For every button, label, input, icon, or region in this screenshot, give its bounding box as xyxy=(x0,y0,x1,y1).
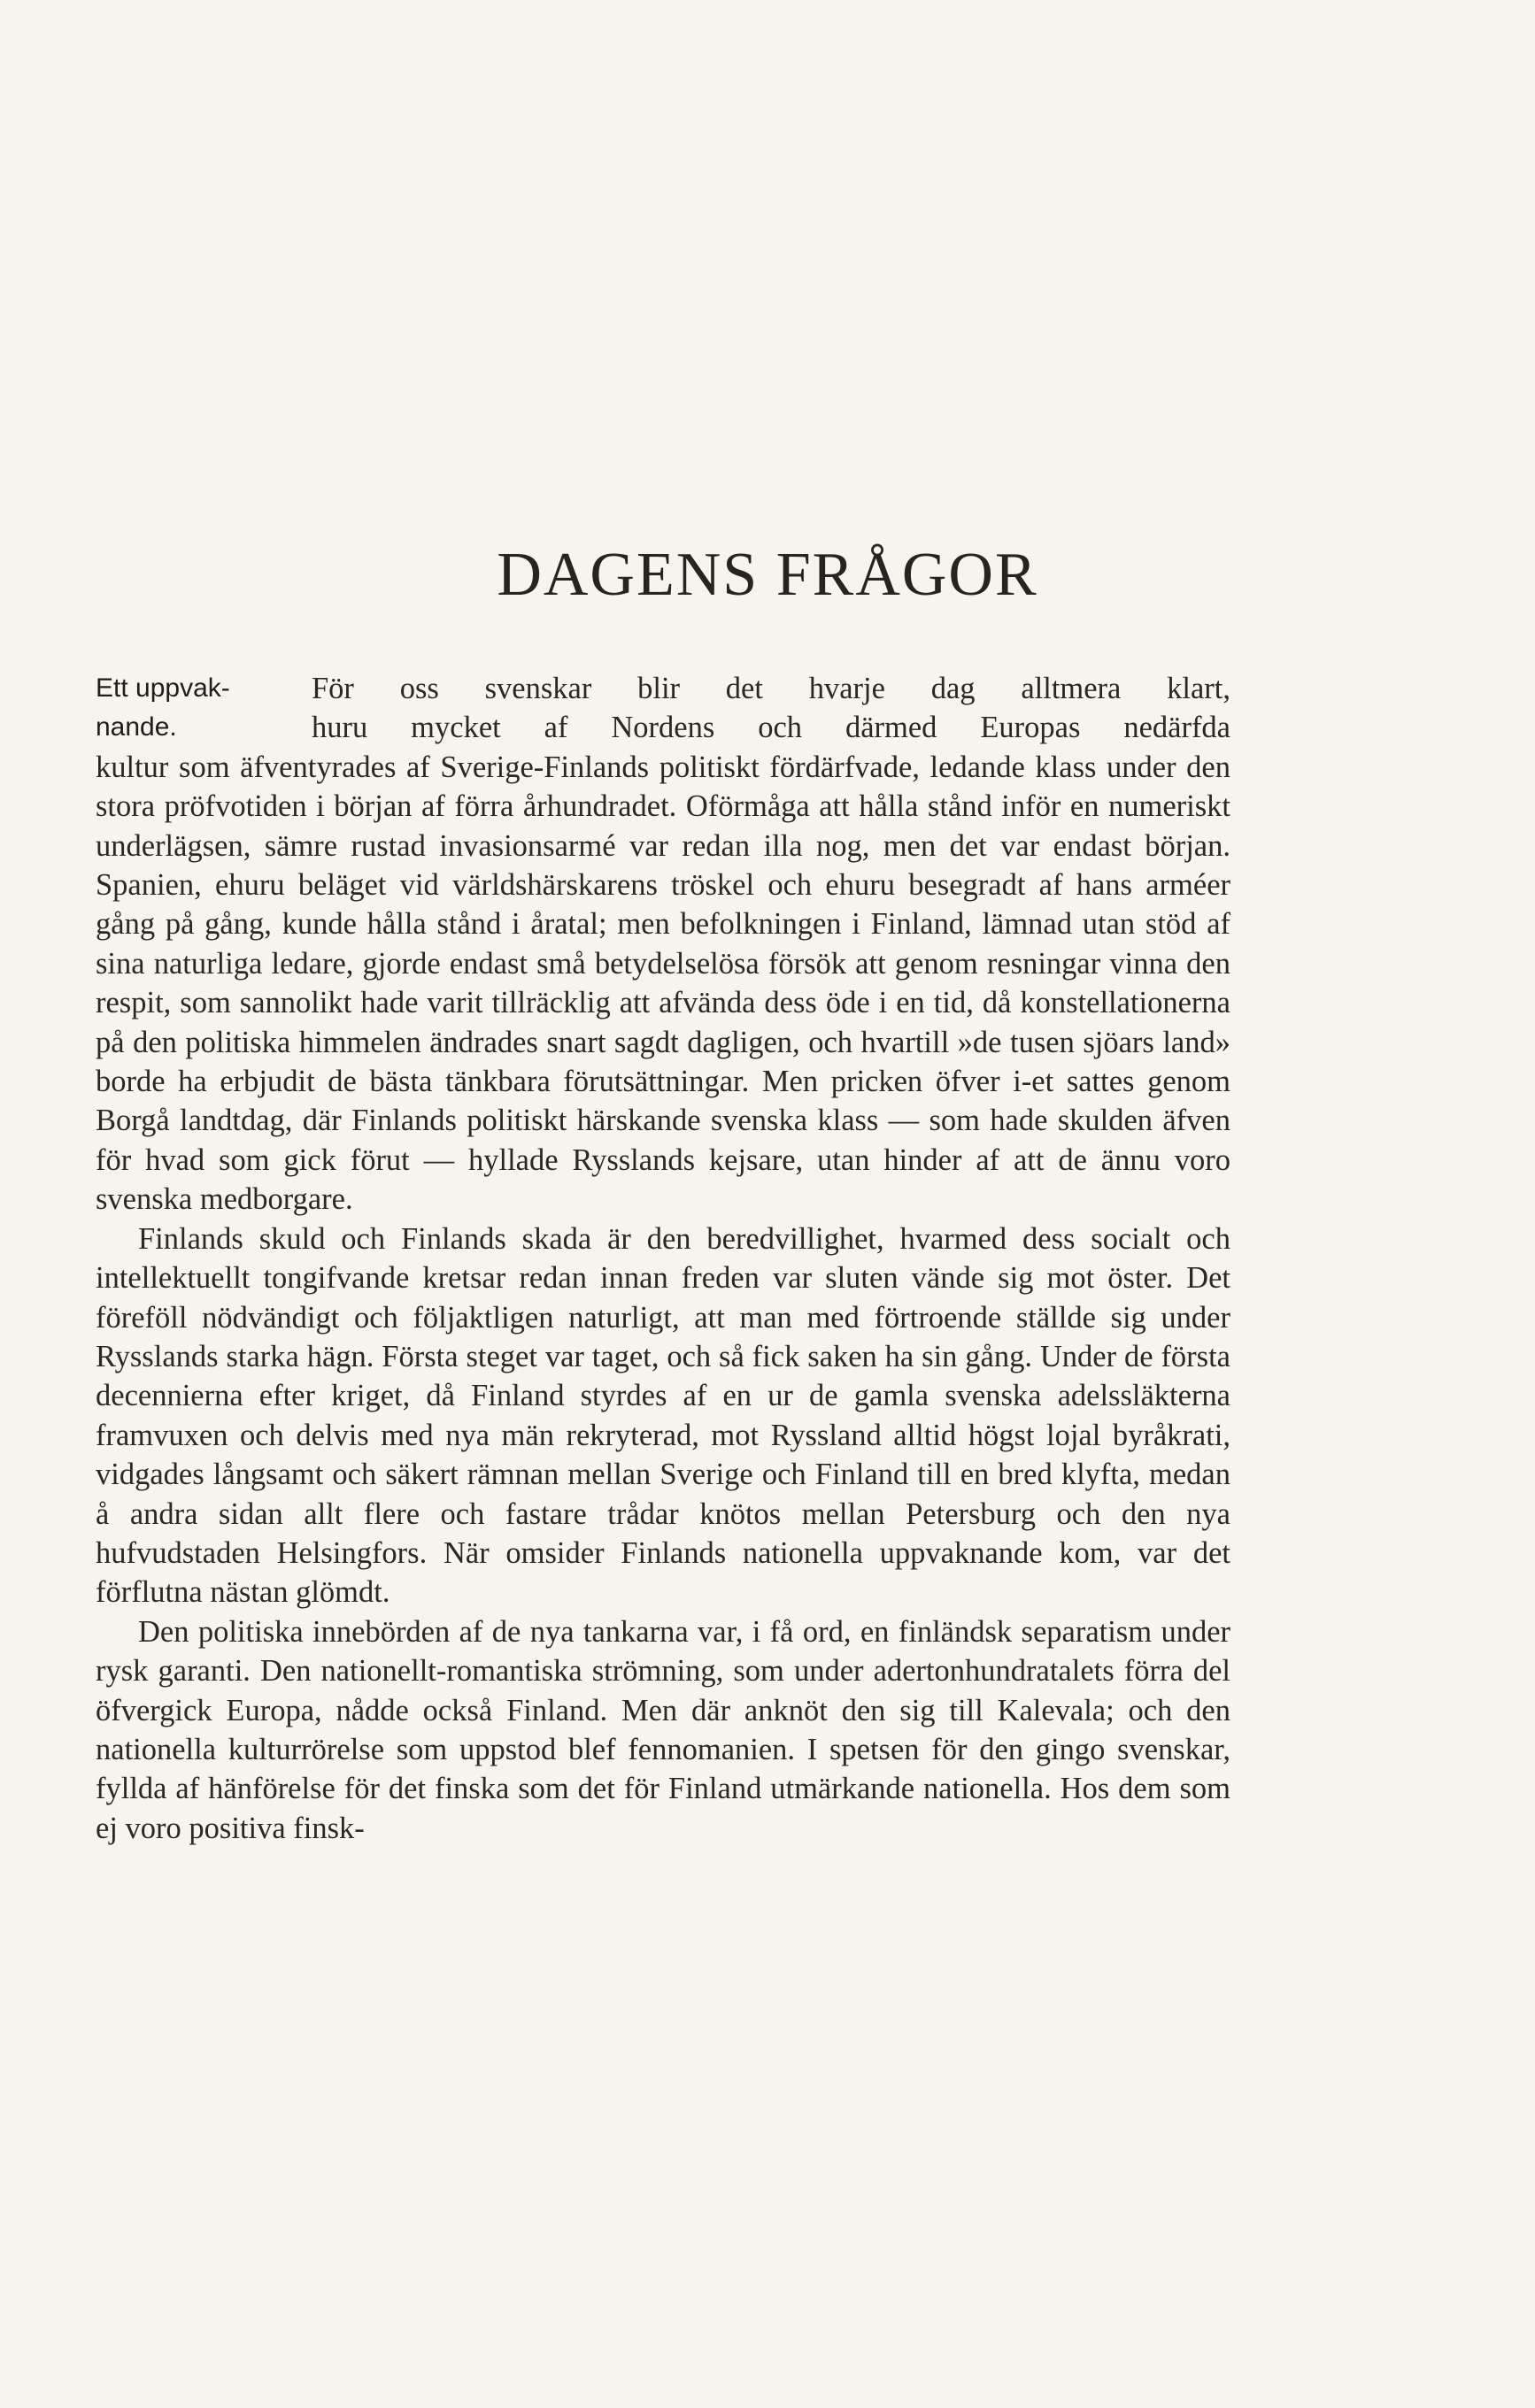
paragraph-1 xyxy=(96,669,1230,1219)
body-text xyxy=(96,669,1230,1848)
paragraph-lead-line: För oss svenskar blir det hvarje dag alltmera klart, xyxy=(312,672,1230,705)
paragraph-lead-line: huru mycket af Nordens och därmed Europas nedärfda xyxy=(312,711,1230,745)
paragraph-2: Finlands skuld och Finlands skada är den beredvillighet, hvarmed dess socialt och intellektuellt tongifvande kretsar redan innan freden var sluten vände sig mot öster. Det föreföll nödvändigt och följaktligen naturligt, att man med förtroende ställde sig under Rysslands starka hägn. Första steget var taget, och så fick saken ha sin gång. Under de första decennierna efter kriget, då Finland styrdes af en ur de gamla svenska adelssläkterna framvuxen och delvis med nya män rekryterad, mot Ryssland alltid högst lojal byråkrati, vidgades långsamt och säkert rämnan mellan Sverige och Finland till en bred klyfta, medan å andra sidan allt flere och fastare trådar knötos mellan Petersburg och den nya hufvudstaden Helsingfors. När omsider Finlands nationella uppvaknande kom, var det förflutna nästan glömdt. xyxy=(96,1221,1230,1610)
paragraph-3: Den politiska innebörden af de nya tankarna var, i få ord, en finländsk separatism under rysk garanti. Den nationellt-romantiska strömning, som under adertonhundratalets förra del öfvergick Europa, nådde också Finland. Men där anknöt den sig till Kalevala; och den nationella kulturrörelse som uppstod blef fennomanien. I spetsen för den gingo svenskar, fyllda af hänförelse för det finska som det för Finland utmärkande nationella. Hos dem som ej voro positiva finsk- xyxy=(96,1614,1230,1845)
margin-note-line: nande. xyxy=(96,712,177,742)
paragraph-text: kultur som äfventyrades af Sverige-Finlands politiskt fördärfvade, ledande klass under den stora pröfvotiden i början af förra århundradet. Oförmåga att hålla stånd inför en numeriskt underlägsen, sämre rustad invasionsarmé var redan illa nog, men det var endast början. Spanien, ehuru beläget vid världshärskarens tröskel och ehuru besegradt af hans arméer gång på gång, kunde hålla stånd i åratal; men befolkningen i Finland, lämnad utan stöd af sina naturliga ledare, gjorde endast små betydelselösa försök att genom resningar vinna den respit, som sannolikt hade varit tillräcklig att afvända dess öde i en tid, då konstellationerna på den politiska himmelen ändrades snart sagdt dagligen, och hvartill »de tusen sjöars land» borde ha erbjudit de bästa tänkbara förutsättningar. Men pricken öfver i-et sattes genom Borgå landtdag, där Finlands politiskt härskande svenska klass — som hade skulden äfven för hvad som gick förut — hyllade Rysslands kejsare, utan hinder af att de ännu voro svenska medborgare. xyxy=(96,750,1230,1217)
page-title: DAGENS FRÅGOR xyxy=(497,541,1038,609)
margin-note-line: Ett uppvak- xyxy=(96,673,230,703)
